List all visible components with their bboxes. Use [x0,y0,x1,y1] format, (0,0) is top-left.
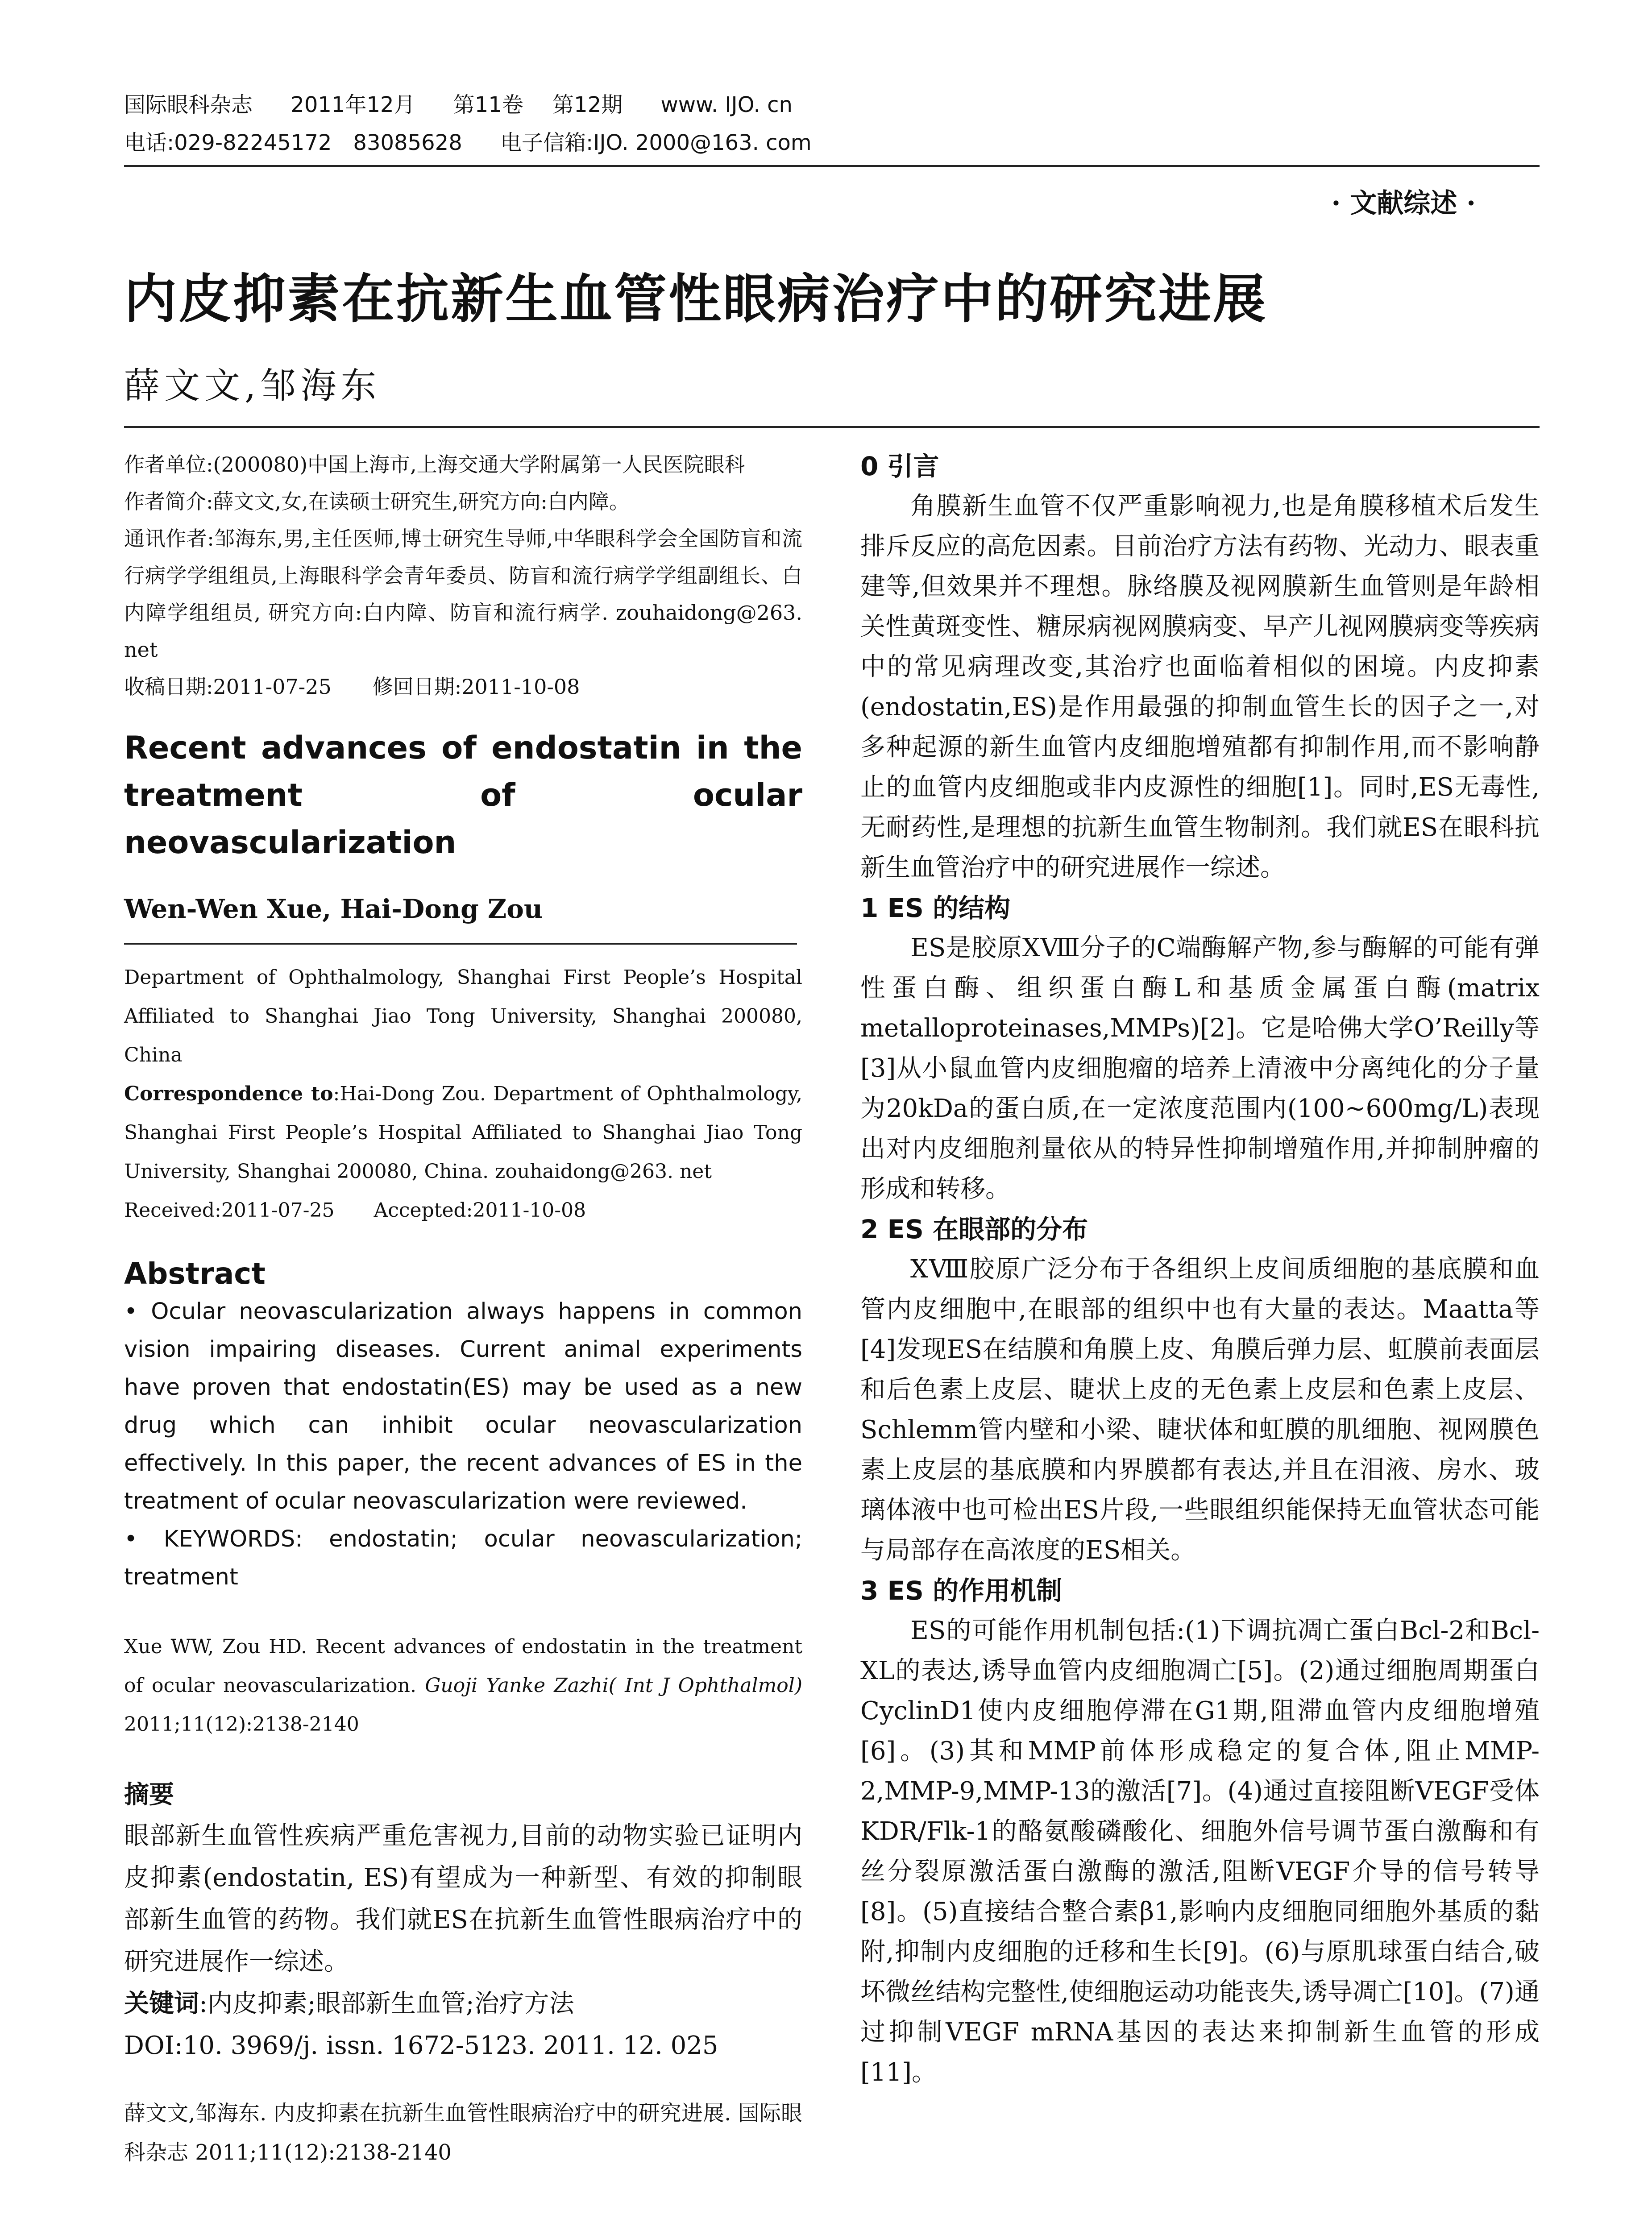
abstract-heading-cn: 摘要 [124,1780,174,1809]
issue-number: 第12期 [552,92,623,117]
section-text-structure: ES是胶原ⅩⅧ分子的C端酶解产物,参与酶解的可能有弹性蛋白酶、组织蛋白酶L和基质金属蛋白酶(matrix metalloproteinases,MMPs)[2]。它是哈佛大学O’Reilly等[3]从小鼠血管内皮细胞瘤的培养上清液中分离纯化的分子量为20kDa的蛋白质,在一定浓度范围内(100~600mg/L)表现出对内皮细胞剂量依从的特异性抑制增殖作用,并抑制肿瘤的形成和转移。 [860,933,1540,1203]
section-heading-structure: 1 ES 的结构 [860,893,1011,923]
authors-en: Wen-Wen Xue, Hai-Dong Zou [124,894,543,924]
section-text-distribution: ⅩⅧ胶原广泛分布于各组织上皮间质细胞的基底膜和血管内皮细胞中,在眼部的组织中也有大量的表达。Maatta等[4]发现ES在结膜和角膜上皮、角膜后弹力层、虹膜前表面层和后色素上皮层、睫状上皮的无色素上皮层和色素上皮层、Schlemm管内壁和小梁、睫状体和虹膜的肌细胞、视网膜色素上皮层的基底膜和内界膜都有表达,并且在泪液、房水、玻璃体液中也可检出ES片段,一些眼组织能保持无血管状态可能与局部存在高浓度的ES相关。 [860,1255,1540,1565]
section-heading-intro: 0 引言 [860,451,939,481]
journal-header-line2 [124,129,843,156]
section-tag: · 文献综述 · [1331,188,1476,219]
corresponding-author: 通讯作者:邹海东,男,主任医师,博士研究生导师,中华眼科学会全国防盲和流行病学学组组员,上海眼科学会青年委员、防盲和流行病学学组副组长、白内障学组组员, 研究方向:白内障、防盲和流行病学. zouhaidong@263. net [124,527,802,662]
abstract-heading-en: Abstract [124,1256,266,1291]
title-rule [124,426,1540,428]
phone: 电话:029-82245172 83085628 [124,130,462,155]
issue-date: 2011年12月 [291,92,415,117]
left-column [124,446,802,2172]
right-column [860,446,1540,2093]
authors-rule [124,943,797,945]
correspondence-text: :Hai-Dong Zou. Department of Ophthalmology, Shanghai First People’s Hospital Affiliated to Shanghai Jiao Tong University, Shanghai 200080, China. zouhaidong@263. net [124,1082,802,1183]
keywords-cn-text: :内皮抑素;眼部新生血管;治疗方法 [199,1989,574,2018]
article-title-en-line1: Recent advances of endostatin in the [124,730,802,766]
abstract-text-en: • Ocular neovascularization always happens in common vision impairing diseases. Current animal experiments have proven that endostatin(ES) may be used as a new drug which can inhibit ocular neovascularization effectively. In this paper, the recent advances of ES in the treatment of ocular neovascularization were reviewed. [124,1298,802,1514]
authors-cn: 薛文文,邹海东 [124,365,381,406]
keywords-en: • KEYWORDS: endostatin; ocular neovascularization; treatment [124,1526,802,1590]
section-text-mechanism: ES的可能作用机制包括:(1)下调抗凋亡蛋白Bcl-2和Bcl-XL的表达,诱导血管内皮细胞凋亡[5]。(2)通过细胞周期蛋白CyclinD1使内皮细胞停滞在G1期,阻滞血管内皮细胞增殖[6]。(3)其和MMP前体形成稳定的复合体,阻止MMP-2,MMP-9,MMP-13的激活[7]。(4)通过直接阻断VEGF受体KDR/Flk-1的酪氨酸磷酸化、细胞外信号调节蛋白激酶和有丝分裂原激活蛋白激酶的激活,阻断VEGF介导的信号转导[8]。(5)直接结合整合素β1,影响内皮细胞同细胞外基质的黏附,抑制内皮细胞的迁移和生长[9]。(6)与原肌球蛋白结合,破坏微丝结构完整性,使细胞运动功能丧失,诱导凋亡[10]。(7)通过抑制VEGF mRNA基因的表达来抑制新生血管的形成[11]。 [860,1616,1540,2087]
volume: 第11卷 [453,92,523,117]
article-title-en [124,724,802,866]
received-dates-en: Received:2011-07-25 Accepted:2011-10-08 [124,1199,586,1222]
keywords-cn-label: 关键词 [124,1989,199,2018]
author-unit: 作者单位:(200080)中国上海市,上海交通大学附属第一人民医院眼科 [124,452,745,477]
article-title-cn: 内皮抑素在抗新生血管性眼病治疗中的研究进展 [124,268,1268,330]
correspondence-label: Correspondence to [124,1082,333,1105]
citation-en-suffix: 2011;11(12):2138-2140 [124,1713,359,1736]
article-title-en-line2: treatment of ocular neovascularization [124,777,802,861]
journal-website: www. IJO. cn [660,92,793,117]
section-heading-mechanism: 3 ES 的作用机制 [860,1576,1063,1606]
citation-cn: 薛文文,邹海东. 内皮抑素在抗新生血管性眼病治疗中的研究进展. 国际眼科杂志 2011;11(12):2138-2140 [124,2101,802,2165]
email: 电子信箱:IJO. 2000@163. com [500,130,812,155]
journal-name: 国际眼科杂志 [124,92,253,117]
received-dates-cn: 收稿日期:2011-07-25 修回日期:2011-10-08 [124,675,580,699]
doi: DOI:10. 3969/j. issn. 1672-5123. 2011. 12. 025 [124,2031,718,2060]
correspondence [124,1074,802,1191]
citation-en [124,1627,802,1744]
affiliation-dept: Department of Ophthalmology, Shanghai First People’s Hospital Affiliated to Shanghai Jiao Tong University, Shanghai 200080, China [124,966,802,1066]
header-rule [124,165,1540,167]
abstract-body-cn: 眼部新生血管性疾病严重危害视力,目前的动物实验已证明内皮抑素(endostatin, ES)有望成为一种新型、有效的抑制眼部新生血管的药物。我们就ES在抗新生血管性眼病治疗中的研究进展作一综述。 [124,1821,802,1976]
section-heading-distribution: 2 ES 在眼部的分布 [860,1214,1088,1244]
author-info [124,446,802,705]
affiliation-en [124,958,802,1230]
journal-header-line1 [124,91,824,118]
section-text-intro: 角膜新生血管不仅严重影响视力,也是角膜移植术后发生排斥反应的高危因素。目前治疗方法有药物、光动力、眼表重建等,但效果并不理想。脉络膜及视网膜新生血管则是年龄相关性黄斑变性、糖尿病视网膜病变、早产儿视网膜病变等疾病中的常见病理改变,其治疗也面临着相似的困境。内皮抑素(endostatin,ES)是作用最强的抑制血管生长的因子之一,对多种起源的新生血管内皮细胞增殖都有抑制作用,而不影响静止的血管内皮细胞或非内皮源性的细胞[1]。同时,ES无毒性,无耐药性,是理想的抗新生血管生物制剂。我们就ES在眼科抗新生血管治疗中的研究进展作一综述。 [860,492,1540,882]
citation-en-prefix: Xue WW, Zou HD. Recent advances of endostatin in the treatment of ocular neovascularization. [124,1635,802,1697]
author-bio: 作者简介:薛文文,女,在读硕士研究生,研究方向:白内障。 [124,489,630,514]
keywords-cn [124,1983,802,2025]
citation-en-journal: Guoji Yanke Zazhi( Int J Ophthalmol) [425,1674,803,1697]
abstract-body-en [124,1293,802,1596]
